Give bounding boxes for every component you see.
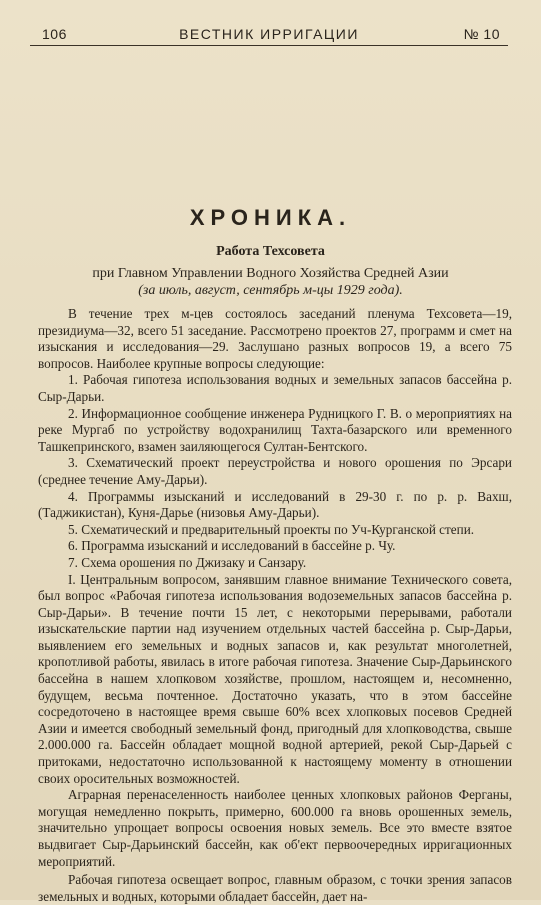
bleed-through-text	[40, 52, 500, 69]
page-number: 106	[42, 26, 67, 42]
section-title: ХРОНИКА.	[189, 205, 352, 230]
list-item-4: 4. Программы изысканий и исследований в 29-30 г. по р. р. Вахш, (Таджикистан), Куня-Дарье (низовья Аму-Дарьи).	[38, 488, 512, 521]
article-period: (за июль, август, сентябрь м-цы 1929 года).	[138, 283, 403, 298]
paragraph-agrarian: Аграрная перенаселенность наиболее ценных хлопковых районов Ферганы, могущая немедленно покрыть, примерно, 600.000 га вновь орошенных земель, значительно упрощает вопросы освоения новых земель. Все это вместе взятое выдвигает Сыр-Дарьинский бассейн, как об'ект первоочередных ирригационных мероприятий.	[38, 787, 512, 869]
article-body	[38, 306, 512, 905]
article-organization: при Главном Управлении Водного Хозяйства Средней Азии	[92, 266, 449, 281]
article-subtitle: Работа Техсовета	[216, 244, 325, 259]
list-item-5: 5. Схематический и предварительный проекты по Уч-Курганской степи.	[68, 521, 475, 537]
list-item-3: 3. Схематический проект переустройства и нового орошения по Эрсари (среднее течение Аму-Дарьи).	[38, 455, 512, 487]
list-item-7: 7. Схема орошения по Джизаку и Санзару.	[68, 554, 307, 570]
journal-title: ВЕСТНИК ИРРИГАЦИИ	[179, 26, 359, 42]
paragraph-hypothesis: Рабочая гипотеза освещает вопрос, главным образом, с точки зрения запасов земельных и водных, которыми обладает бассейн, дает на-	[38, 872, 512, 904]
paragraph-central-question: I. Центральным вопросом, занявшим главное внимание Технического совета, был вопрос «Рабочая гипотеза использования водоземельных запасов бассейна р. Сыр-Дарьи». В течение почти 15 лет, с некоторыми перерывами, работали изыскательские партии над изучением отдельных частей бассейна р. Сыр-Дарьи, выявлением его земельных и водных запасов и, как результат многолетней, кропотливой работы, явилась в итоге рабочая гипотеза. Значение Сыр-Дарьинского бассейна в нашем хлопковом хозяйстве, прошлом, настоящем и, несомненно, будущем, весьма почтенное. Достаточно указать, что в этом бассейне сосредоточено в настоящее время свыше 60% всех хлопковых посевов Средней Азии и имеется свободный земельный фонд, пригодный для хлопководства, свыше 2.000.000 га. Бассейн обладает мощной водной артерией, рекой Сыр-Дарьей с притоками, недостаточно использованной к настоящему моменту в отношении своих оросительных возможностей.	[38, 571, 512, 786]
list-item-2: 2. Информационное сообщение инженера Рудницкого Г. В. о мероприятиях на реке Мургаб по устройству водохранилищ Тахта-базарского или временного Ташкепринского, взамен заиляющегося Султан-Бентского.	[38, 405, 512, 454]
issue-number: № 10	[463, 26, 500, 42]
list-item-6: 6. Программа изысканий и исследований в бассейне р. Чу.	[68, 538, 396, 554]
running-header	[30, 22, 508, 46]
paragraph-intro: В течение трех м-цев состоялось заседаний пленума Техсовета—19, президиума—32, всего 51 заседание. Рассмотрено проектов 27, программ и смет на изыскания и исследования—29. Заслушано разных вопросов 19, а всего 75 вопросов. Наиболее крупные вопросы следующие:	[38, 306, 512, 371]
list-item-1: 1. Рабочая гипотеза использования водных и земельных запасов бассейна р. Сыр-Дарьи.	[38, 372, 512, 404]
header-divider	[30, 45, 508, 46]
